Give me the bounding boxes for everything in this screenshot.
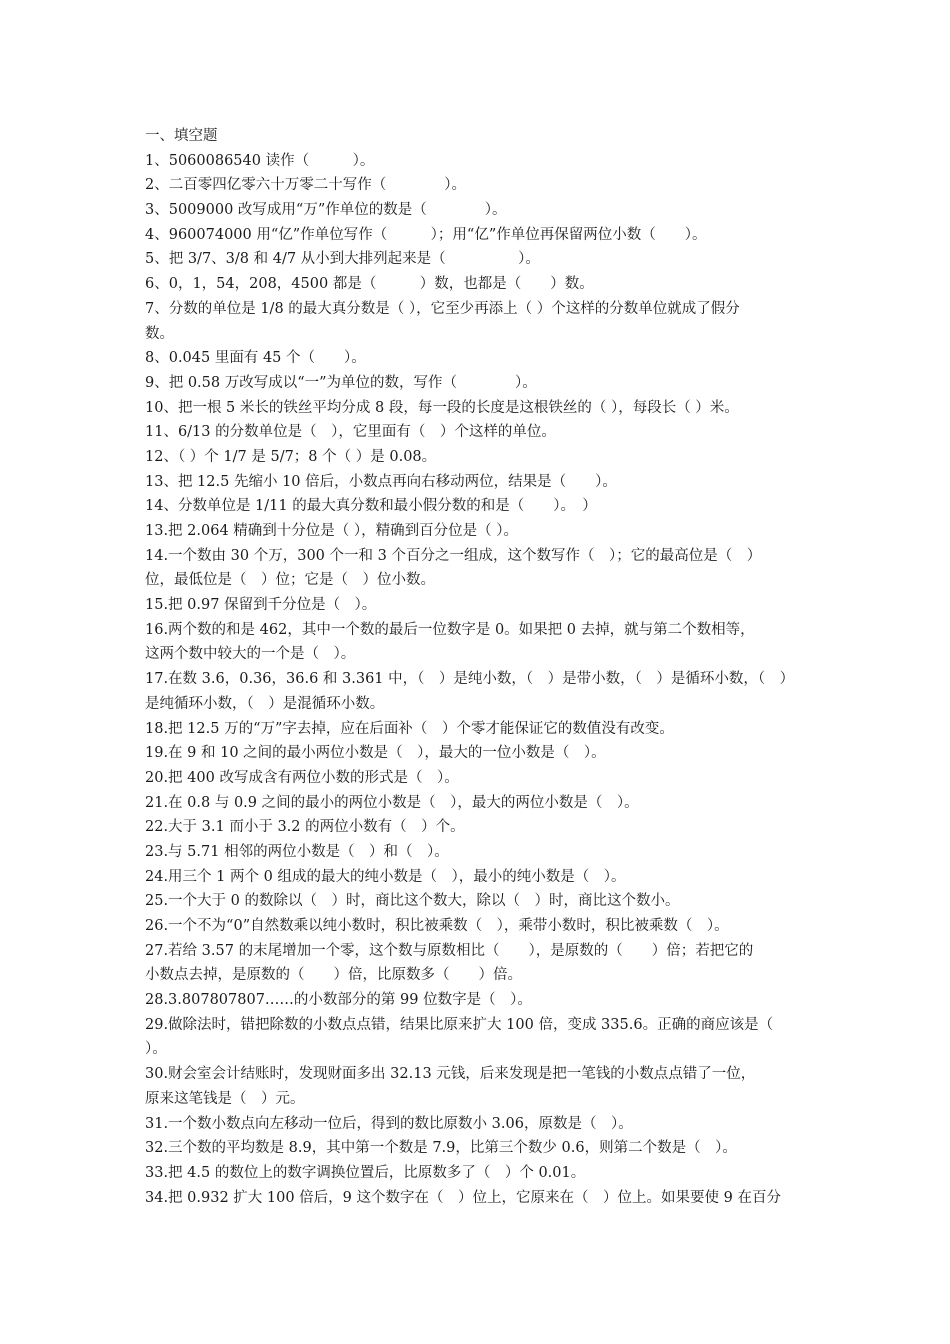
question-line: 是纯循环小数，（ ）是混循环小数。 [145, 695, 385, 712]
question-line: 2、二百零四亿零六十万零二十写作（ ）。 [145, 177, 466, 194]
question-line: 原来这笔钱是（ ）元。 [145, 1090, 305, 1107]
question-line: 14.一个数由 30 个万，300 个一和 3 个百分之一组成，这个数写作（ ）；它的最高位是（ ） [145, 547, 762, 564]
question-line: 26.一个不为“0”自然数乘以纯小数时，积比被乘数（ ），乘带小数时，积比被乘数（ ）。 [145, 918, 729, 934]
question-line: 15.把 0.97 保留到千分位是（ ）。 [145, 597, 377, 614]
question-line: 7、分数的单位是 1/8 的最大真分数是（ ），它至少再添上（ ）个这样的分数单位就成了假分 [145, 300, 740, 317]
question-line: 21.在 0.8 与 0.9 之间的最小的两位小数是（ ），最大的两位小数是（ ）。 [145, 794, 639, 811]
question-line: 小数点去掉，是原数的（ ）倍，比原数多（ ）倍。 [145, 967, 522, 984]
question-line: 30.财会室会计结账时，发现财面多出 32.13 元钱，后来发现是把一笔钱的小数点点错了一位， [145, 1066, 756, 1083]
question-line: 17.在数 3.6，0.36，36.6 和 3.361 中，（ ）是纯小数，（ ）是带小数，（ ）是循环小数，（ ） [145, 671, 795, 688]
question-line: 29.做除法时，错把除数的小数点点错，结果比原来扩大 100 倍，变成 335.6。正确的商应该是（ [145, 1016, 774, 1033]
question-line: 32.三个数的平均数是 8.9，其中第一个数是 7.9，比第三个数少 0.6，则第二个数是（ ）。 [145, 1140, 737, 1157]
section-heading: 一、填空题 [145, 128, 218, 144]
question-line: 5、把 3/7、3/8 和 4/7 从小到大排列起来是（ ）。 [145, 251, 540, 268]
question-line: ）。 [145, 1041, 167, 1058]
question-line: 位，最低位是（ ）位；它是（ ）位小数。 [145, 572, 435, 589]
question-line: 33.把 4.5 的数位上的数字调换位置后，比原数多了（ ）个 0.01。 [145, 1164, 586, 1181]
question-line: 6、0，1，54，208，4500 都是（ ）数，也都是（ ）数。 [145, 276, 594, 293]
question-line: 20.把 400 改写成含有两位小数的形式是（ ）。 [145, 769, 459, 786]
question-line: 13.把 2.064 精确到十分位是（ ），精确到百分位是（ ）。 [145, 523, 519, 539]
question-line: 14、分数单位是 1/11 的最大真分数和最小假分数的和是（ ）。 ） [145, 498, 597, 515]
question-line: 11、6/13 的分数单位是（ ），它里面有（ ）个这样的单位。 [145, 424, 556, 441]
question-line: 4、960074000 用“亿”作单位写作（ ）；用“亿”作单位再保留两位小数（ ）。 [145, 226, 707, 243]
question-line: 这两个数中较大的一个是（ ）。 [145, 646, 356, 663]
question-line: 13、把 12.5 先缩小 10 倍后，小数点再向右移动两位，结果是（ ）。 [145, 473, 617, 490]
question-line: 数。 [145, 325, 174, 342]
question-line: 23.与 5.71 相邻的两位小数是（ ）和（ ）。 [145, 843, 449, 860]
question-line: 3、5009000 改写成用“万”作单位的数是（ ）。 [145, 202, 507, 219]
question-line: 25.一个大于 0 的数除以（ ）时，商比这个数大，除以（ ）时，商比这个数小。 [145, 893, 680, 910]
worksheet-body [145, 124, 820, 1210]
question-line: 9、把 0.58 万改写成以“一”为单位的数，写作（ ）。 [145, 374, 537, 391]
question-line: 1、5060086540 读作（ ）。 [145, 152, 375, 169]
question-line: 28.3.807807807……的小数部分的第 99 位数字是（ ）。 [145, 992, 532, 1009]
question-line: 18.把 12.5 万的“万”字去掉，应在后面补（ ）个零才能保证它的数值没有改变。 [145, 720, 674, 737]
question-line: 8、0.045 里面有 45 个（ ）。 [145, 350, 366, 367]
question-line: 27.若给 3.57 的末尾增加一个零，这个数与原数相比（ ），是原数的（ ）倍；若把它的 [145, 942, 754, 959]
question-line: 16.两个数的和是 462，其中一个数的最后一位数字是 0。如果把 0 去掉，就与第二个数相等， [145, 621, 755, 638]
question-line: 34.把 0.932 扩大 100 倍后，9 这个数字在（ ）位上，它原来在（ ）位上。如果要使 9 在百分 [145, 1189, 781, 1206]
question-line: 12、（ ）个 1/7 是 5/7；8 个（ ）是 0.08。 [145, 448, 437, 465]
question-line: 22.大于 3.1 而小于 3.2 的两位小数有（ ）个。 [145, 819, 465, 836]
question-line: 19.在 9 和 10 之间的最小两位小数是（ ），最大的一位小数是（ ）。 [145, 745, 606, 762]
question-line: 24.用三个 1 两个 0 组成的最大的纯小数是（ ），最小的纯小数是（ ）。 [145, 868, 626, 885]
question-line: 31.一个数小数点向左移动一位后，得到的数比原数小 3.06，原数是（ ）。 [145, 1115, 633, 1132]
question-line: 10、把一根 5 米长的铁丝平均分成 8 段，每一段的长度是这根铁丝的（ ），每段长（ ）米。 [145, 399, 739, 416]
